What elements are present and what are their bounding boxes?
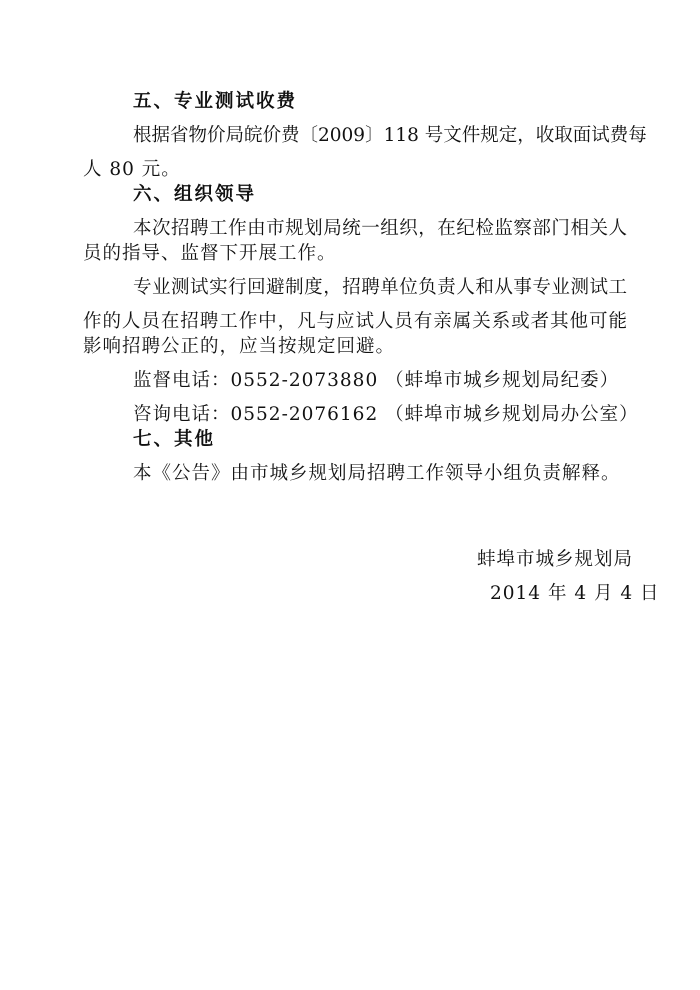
other-paragraph: 本《公告》由市城乡规划局招聘工作领导小组负责解释。 [133, 463, 621, 484]
organization-paragraph-2-line-3: 影响招聘公正的，应当按规定回避。 [83, 336, 396, 357]
section-six-heading: 六、组织领导 [133, 184, 257, 205]
organization-paragraph-2-line-2: 作的人员在招聘工作中，凡与应试人员有亲属关系或者其他可能 [83, 311, 627, 332]
organization-paragraph-1-line-1: 本次招聘工作由市规划局统一组织，在纪检监察部门相关人 [133, 218, 627, 239]
section-seven-heading: 七、其他 [133, 429, 216, 450]
consultation-phone: 咨询电话：0552-2076162 （蚌埠市城乡规划局办公室） [133, 404, 639, 425]
fee-paragraph-line-1: 根据省物价局皖价费〔2009〕118 号文件规定，收取面试费每 [133, 125, 647, 146]
section-five-heading: 五、专业测试收费 [133, 91, 298, 112]
issuing-organization: 蚌埠市城乡规划局 [477, 549, 634, 570]
issue-date: 2014 年 4 月 4 日 [490, 583, 660, 604]
fee-paragraph-line-2: 人 80 元。 [83, 159, 181, 180]
supervision-phone: 监督电话：0552-2073880 （蚌埠市城乡规划局纪委） [133, 370, 620, 391]
organization-paragraph-2-line-1: 专业测试实行回避制度，招聘单位负责人和从事专业测试工 [133, 277, 627, 298]
organization-paragraph-1-line-2: 员的指导、监督下开展工作。 [83, 243, 337, 264]
